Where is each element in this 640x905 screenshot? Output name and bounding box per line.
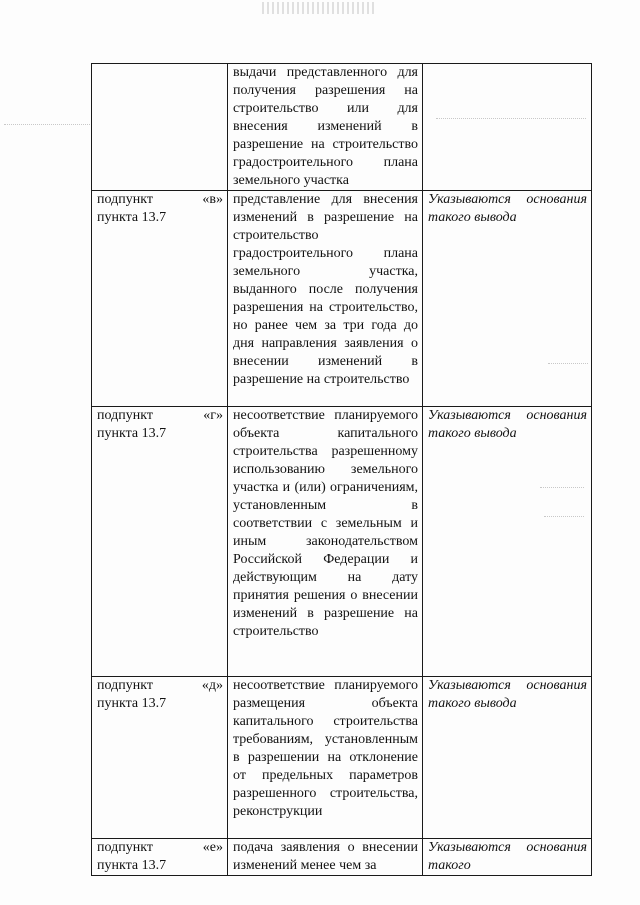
- subpoint-letter: «г»: [203, 408, 223, 423]
- table-row: [92, 64, 592, 191]
- subpoint-label: подпункт: [97, 408, 153, 423]
- basis-text: Указываются основания такого вывода: [423, 191, 592, 407]
- scan-artifact: [262, 2, 374, 14]
- subpoint-label: подпункт: [97, 678, 153, 693]
- point-label: пункта 13.7: [97, 210, 167, 225]
- subpoint-letter: «в»: [202, 192, 223, 207]
- subpoint-cell: [92, 677, 228, 839]
- reason-text: выдачи представленного для получения разрешения на строительство или для внесения изменений в разрешение на строительство градостроительного плана земельного участка: [228, 64, 423, 191]
- reason-text: представление для внесения изменений в разрешение на строительство градостроительного плана земельного участка, выданного после получения разрешения на строительство, но ранее чем за три года до дня направления заявления о внесении изменений в разрешение на строительство: [228, 191, 423, 407]
- basis-text: Указываются основания такого: [423, 839, 592, 876]
- reason-text: подача заявления о внесении изменений менее чем за: [228, 839, 423, 876]
- point-label: пункта 13.7: [97, 858, 167, 873]
- subpoint-letter: «д»: [201, 678, 223, 693]
- subpoint-cell: [92, 407, 228, 677]
- table-row: [92, 839, 592, 876]
- basis-text: [423, 64, 592, 191]
- point-label: пункта 13.7: [97, 696, 167, 711]
- table-row: [92, 407, 592, 677]
- document-table: [91, 63, 592, 876]
- subpoint-letter: «е»: [202, 840, 223, 855]
- basis-text: Указываются основания такого вывода: [423, 677, 592, 839]
- point-label: пункта 13.7: [97, 426, 167, 441]
- subpoint-cell: [92, 64, 228, 191]
- subpoint-label: подпункт: [97, 840, 153, 855]
- scan-artifact: [4, 124, 90, 126]
- reason-text: несоответствие планируемого размещения объекта капитального строительства требованиям, установленным в разрешении на отклонение от предельных параметров разрешенного строительства, реконструкции: [228, 677, 423, 839]
- table-row: [92, 191, 592, 407]
- basis-text: Указываются основания такого вывода: [423, 407, 592, 677]
- subpoint-cell: [92, 191, 228, 407]
- subpoint-label: подпункт: [97, 192, 153, 207]
- reason-text: несоответствие планируемого объекта капитального строительства разрешенному использованию земельного участка и (или) ограничениям, установленным в соответствии с земельным и иным законодательством Российской Федерации и действующим на дату принятия решения о внесении изменений в разрешение на строительство: [228, 407, 423, 677]
- subpoint-cell: [92, 839, 228, 876]
- table-row: [92, 677, 592, 839]
